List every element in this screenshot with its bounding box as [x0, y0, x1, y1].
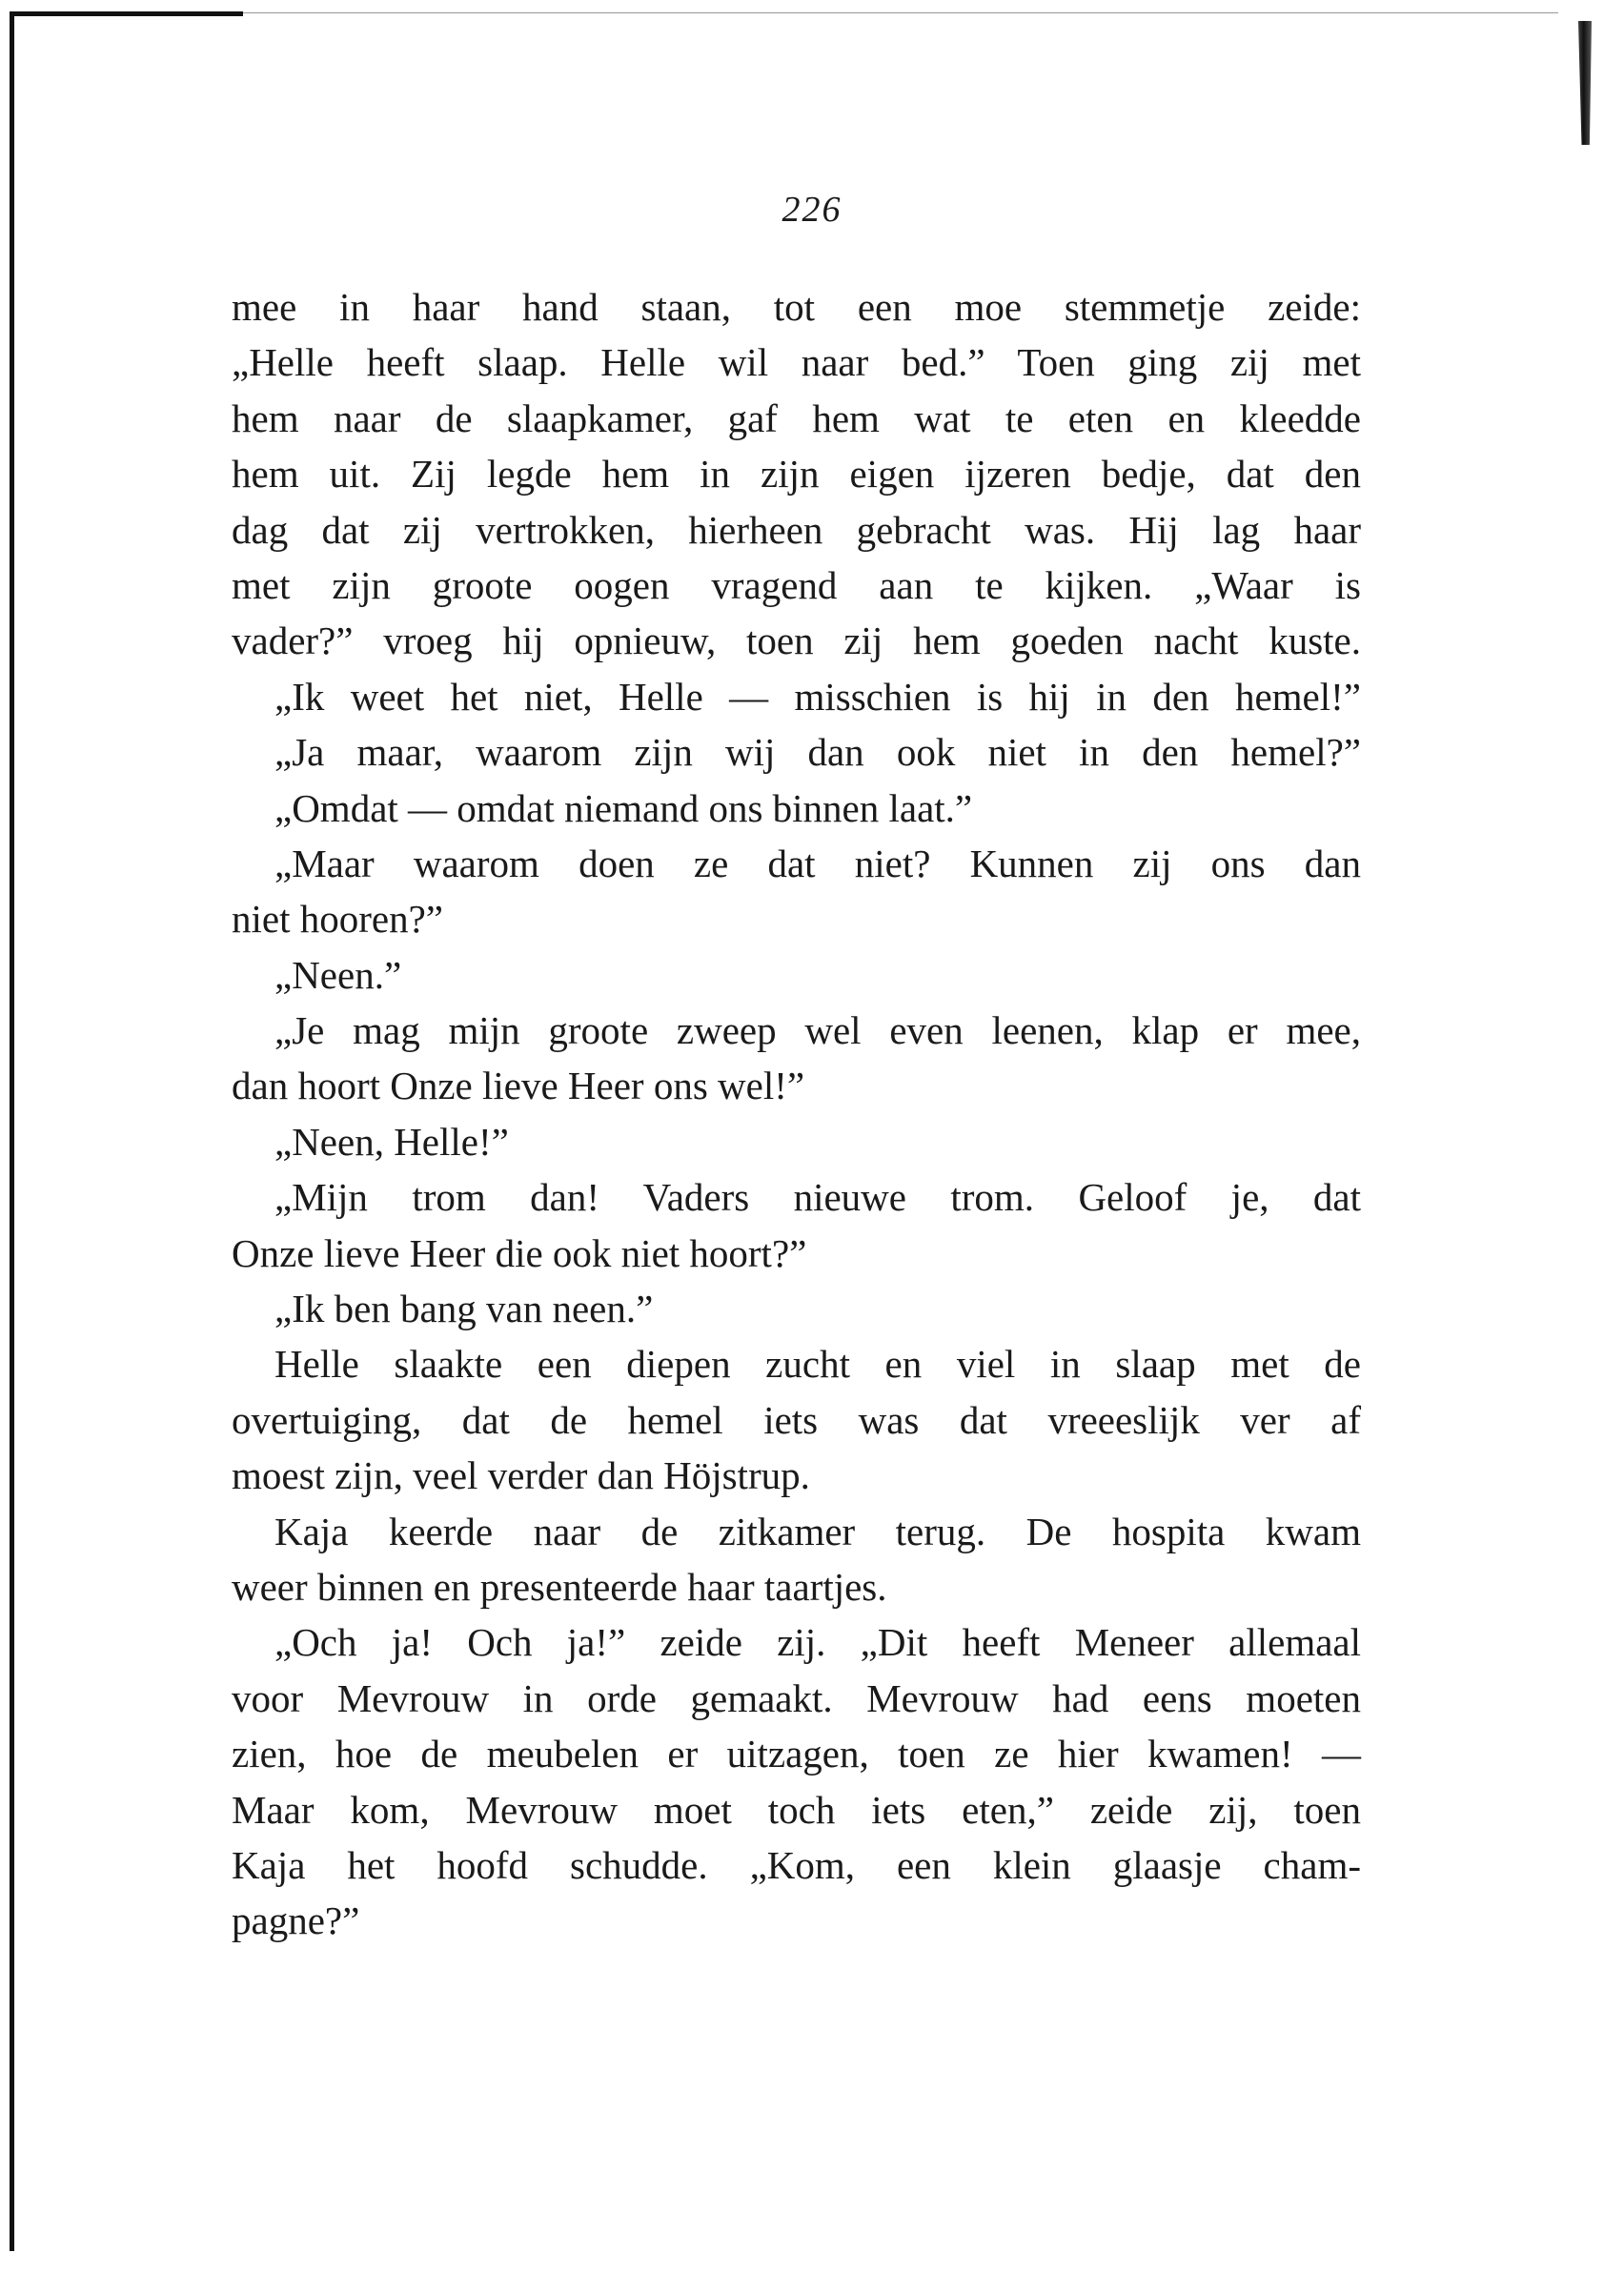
- text-line: „Ik ben bang van neen.”: [274, 1287, 654, 1331]
- text-line: mee in haar hand staan, tot een moe stemmetje zeide:: [232, 285, 1361, 329]
- text-line: „Ik weet het niet, Helle — misschien is hij in den hemel!”: [274, 674, 1361, 719]
- text-line: „Omdat — omdat niemand ons binnen laat.”: [274, 785, 973, 830]
- text-line: weer binnen en presenteerde haar taartjes.: [232, 1564, 887, 1609]
- text-line: „Ja maar, waarom zijn wij dan ook niet in den hemel?”: [274, 730, 1361, 775]
- text-line: Kaja keerde naar de zitkamer terug. De hospita kwam: [274, 1509, 1361, 1553]
- scan-mark-right: [1578, 21, 1592, 145]
- text-line: voor Mevrouw in orde gemaakt. Mevrouw had eens moeten: [232, 1675, 1361, 1720]
- text-line: Kaja het hoofd schudde. „Kom, een klein glaasje cham-: [232, 1842, 1361, 1887]
- text-line: pagne?”: [232, 1898, 360, 1943]
- text-line: niet hooren?”: [232, 897, 443, 942]
- text-line: „Neen, Helle!”: [274, 1119, 509, 1164]
- text-line: hem uit. Zij legde hem in zijn eigen ijzeren bedje, dat den: [232, 452, 1361, 497]
- text-line: dag dat zij vertrokken, hierheen gebracht was. Hij lag haar: [232, 507, 1361, 552]
- text-line: met zijn groote oogen vragend aan te kijken. „Waar is: [232, 562, 1361, 607]
- text-line: Helle slaakte een diepen zucht en viel in slaap met de: [274, 1342, 1361, 1387]
- text-line: overtuiging, dat de hemel iets was dat vreeeslijk ver af: [232, 1397, 1361, 1442]
- text-line: „Helle heeft slaap. Helle wil naar bed.” Toen ging zij met: [232, 340, 1361, 385]
- scan-edge-top: [10, 11, 243, 16]
- text-line: hem naar de slaapkamer, gaf hem wat te eten en kleedde: [232, 396, 1361, 440]
- text-line: „Je mag mijn groote zweep wel even leenen, klap er mee,: [274, 1008, 1361, 1053]
- text-line: Maar kom, Mevrouw moet toch iets eten,” zeide zij, toen: [232, 1787, 1361, 1832]
- scan-edge-top-rule: [243, 12, 1558, 13]
- body-text: [232, 279, 1361, 1949]
- scan-edge-left: [10, 11, 14, 2251]
- text-line: Onze lieve Heer die ook niet hoort?”: [232, 1230, 807, 1275]
- text-line: moest zijn, veel verder dan Höjstrup.: [232, 1453, 810, 1498]
- text-line: „Och ja! Och ja!” zeide zij. „Dit heeft Meneer allemaal: [274, 1620, 1361, 1665]
- text-line: dan hoort Onze lieve Heer ons wel!”: [232, 1064, 805, 1108]
- page-number: 226: [782, 190, 842, 230]
- text-line: zien, hoe de meubelen er uitzagen, toen ze hier kwamen! —: [232, 1732, 1361, 1776]
- text-line: vader?” vroeg hij opnieuw, toen zij hem goeden nacht kuste.: [232, 619, 1361, 663]
- text-line: „Mijn trom dan! Vaders nieuwe trom. Geloof je, dat: [274, 1175, 1361, 1220]
- text-line: „Maar waarom doen ze dat niet? Kunnen zij ons dan: [274, 841, 1361, 885]
- text-line: „Neen.”: [274, 952, 402, 997]
